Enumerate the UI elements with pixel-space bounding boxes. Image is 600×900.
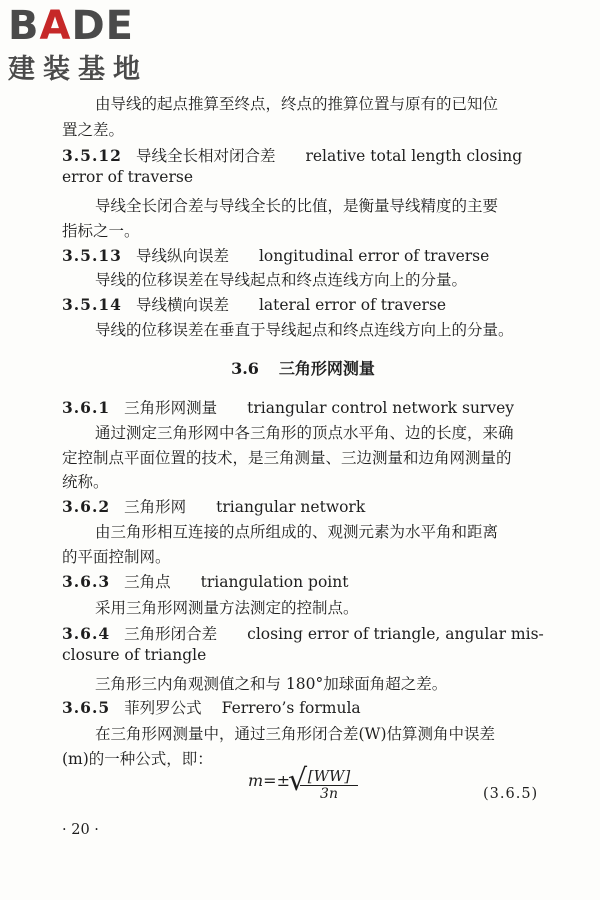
page-number: · 20 · <box>62 822 99 838</box>
term-3-6-3: 3.6.3 三角点 triangulation point <box>62 572 349 591</box>
definition-line: 定控制点平面位置的技术，是三角测量、三边测量和边角网测量的 <box>62 449 512 467</box>
term-3-5-14: 3.5.14 导线横向误差 lateral error of traverse <box>62 295 447 314</box>
definition-line: 导线的位移误差在垂直于导线起点和终点连线方向上的分量。 <box>95 321 514 339</box>
definition-line: 导线的位移误差在导线起点和终点连线方向上的分量。 <box>95 271 468 289</box>
logo-subtitle: 建装基地 <box>8 54 148 85</box>
term-3-5-12: 3.5.12 导线全长相对闭合差 relative total length closing <box>62 146 523 165</box>
logo-a-mark: A <box>39 3 72 49</box>
term-3-6-2: 3.6.2 三角形网 triangular network <box>62 497 366 516</box>
definition-line: 由三角形相互连接的点所组成的、观测元素为水平角和距离 <box>95 523 499 541</box>
definition-line: 指标之一。 <box>62 222 140 240</box>
formula-lhs: m <box>248 771 264 790</box>
bade-logo <box>8 3 180 86</box>
definition-line: 通过测定三角形网中各三角形的顶点水平角、边的长度，来确 <box>95 424 514 442</box>
definition-line: 在三角形网测量中，通过三角形闭合差(W)估算测角中误差 <box>95 725 496 743</box>
formula-numerator: [WW] <box>300 767 358 786</box>
definition-line: 统称。 <box>62 473 109 491</box>
sqrt-sign: √ <box>288 763 308 798</box>
formula-fraction <box>300 767 358 802</box>
ferrero-formula <box>248 763 351 802</box>
term-en-continued: error of traverse <box>62 168 194 186</box>
definition-line: 三角形三内角观测值之和与 180°加球面角超之差。 <box>95 675 448 693</box>
text-line: 置之差。 <box>62 121 125 139</box>
definition-line: 采用三角形网测量方法测定的控制点。 <box>95 599 359 617</box>
logo-wordmark: BADE <box>8 3 134 49</box>
formula-plusminus: =± <box>263 771 290 790</box>
formula-denominator: 3n <box>320 786 338 802</box>
term-3-5-13: 3.5.13 导线纵向误差 longitudinal error of traverse <box>62 246 490 265</box>
text-line: 由导线的起点推算至终点，终点的推算位置与原有的已知位 <box>95 95 499 113</box>
definition-line: (m)的一种公式，即： <box>62 750 213 768</box>
section-heading: 3.6 三角形网测量 <box>231 359 375 378</box>
equation-number: (3.6.5) <box>483 786 539 802</box>
term-en-continued: closure of triangle <box>62 646 207 664</box>
term-3-6-4: 3.6.4 三角形闭合差 closing error of triangle, angular mis- <box>62 624 544 643</box>
definition-line: 的平面控制网。 <box>62 548 171 566</box>
definition-line: 导线全长闭合差与导线全长的比值，是衡量导线精度的主要 <box>95 197 499 215</box>
term-3-6-5: 3.6.5 菲列罗公式 Ferrero’s formula <box>62 698 361 717</box>
term-3-6-1: 3.6.1 三角形网测量 triangular control network survey <box>62 398 515 417</box>
